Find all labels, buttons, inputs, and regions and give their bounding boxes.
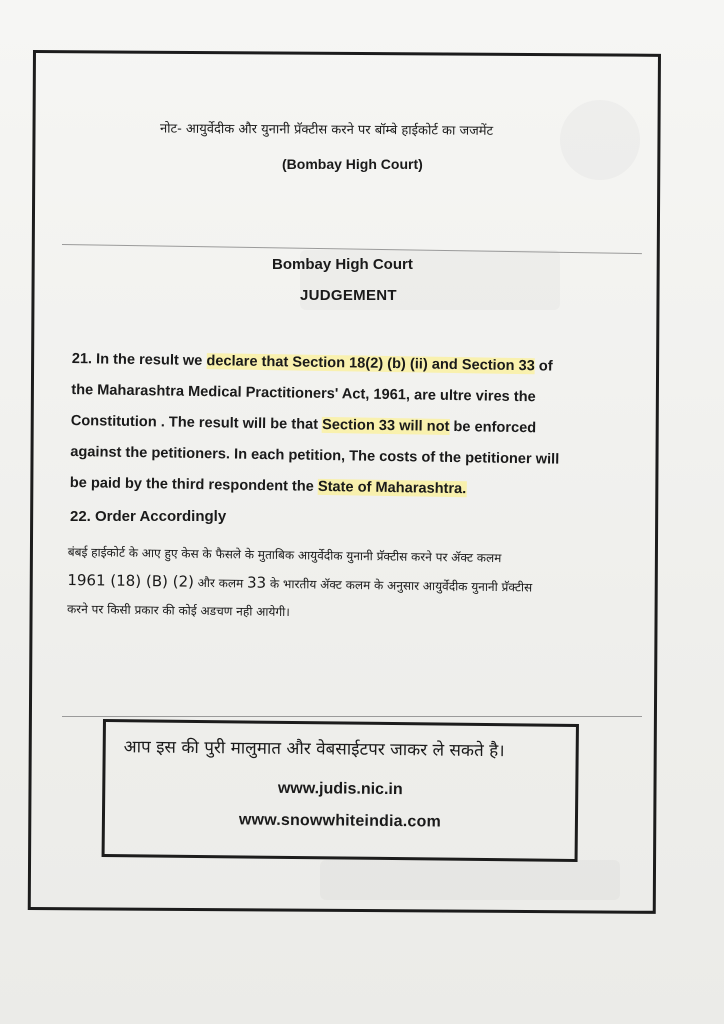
paragraph-22: 22. Order Accordingly	[70, 508, 227, 525]
website-link-judis[interactable]: www.judis.nic.in	[277, 779, 403, 799]
highlight: State of Maharashtra.	[317, 478, 467, 498]
paragraph-21-line: against the petitioners. In each petition, The costs of the petitioner will	[70, 443, 560, 468]
website-link-snowwhite[interactable]: www.snowwhiteindia.com	[238, 811, 442, 831]
hindi-summary-line: करने पर किसी प्रकार की कोई अडचण नही आयेगी।	[66, 601, 290, 620]
paragraph-21-line: 21. In the result we declare that Section 18(2) (b) (ii) and Section 33 of	[71, 350, 553, 375]
paragraph-21-line: the Maharashtra Medical Practitioners' Act, 1961, are ultre vires the	[71, 381, 536, 406]
highlight: Section 33 will not	[321, 416, 450, 435]
hindi-summary-line: 1961 (18) (B) (2) और कलम 33 के भारतीय ॲक्ट कलम के अनुसार आयुर्वेदीक युनानी प्रॅक्टीस	[67, 570, 533, 595]
divider-bottom	[62, 716, 642, 717]
info-hindi-line: आप इस की पुरी मालुमात और वेबसाईटपर जाकर ले सकते है।	[123, 737, 505, 762]
court-name-heading: Bombay High Court	[272, 256, 413, 273]
paragraph-21-line: be paid by the third respondent the State of Maharashtra.	[69, 474, 467, 498]
note-hindi-line: नोट- आयुर्वेदीक और युनानी प्रॅक्टीस करने पर बॉम्बे हाईकोर्ट का जजमेंट	[159, 121, 494, 139]
paragraph-21	[70, 344, 636, 508]
hindi-summary	[67, 538, 638, 631]
info-box	[102, 719, 579, 862]
judgement-title: JUDGEMENT	[300, 287, 397, 304]
highlight: declare that Section 18(2) (b) (ii) and Section 33	[206, 353, 535, 375]
paragraph-21-line: Constitution . The result will be that Section 33 will not be enforced	[70, 412, 537, 437]
note-subtitle: (Bombay High Court)	[282, 156, 423, 172]
hindi-summary-line: बंबई हाईकोर्ट के आए हुए केस के फैसले के मुताबिक आयुर्वेदीक युनानी प्रॅक्टीस करने पर ॲक्ट कलम	[67, 544, 502, 566]
